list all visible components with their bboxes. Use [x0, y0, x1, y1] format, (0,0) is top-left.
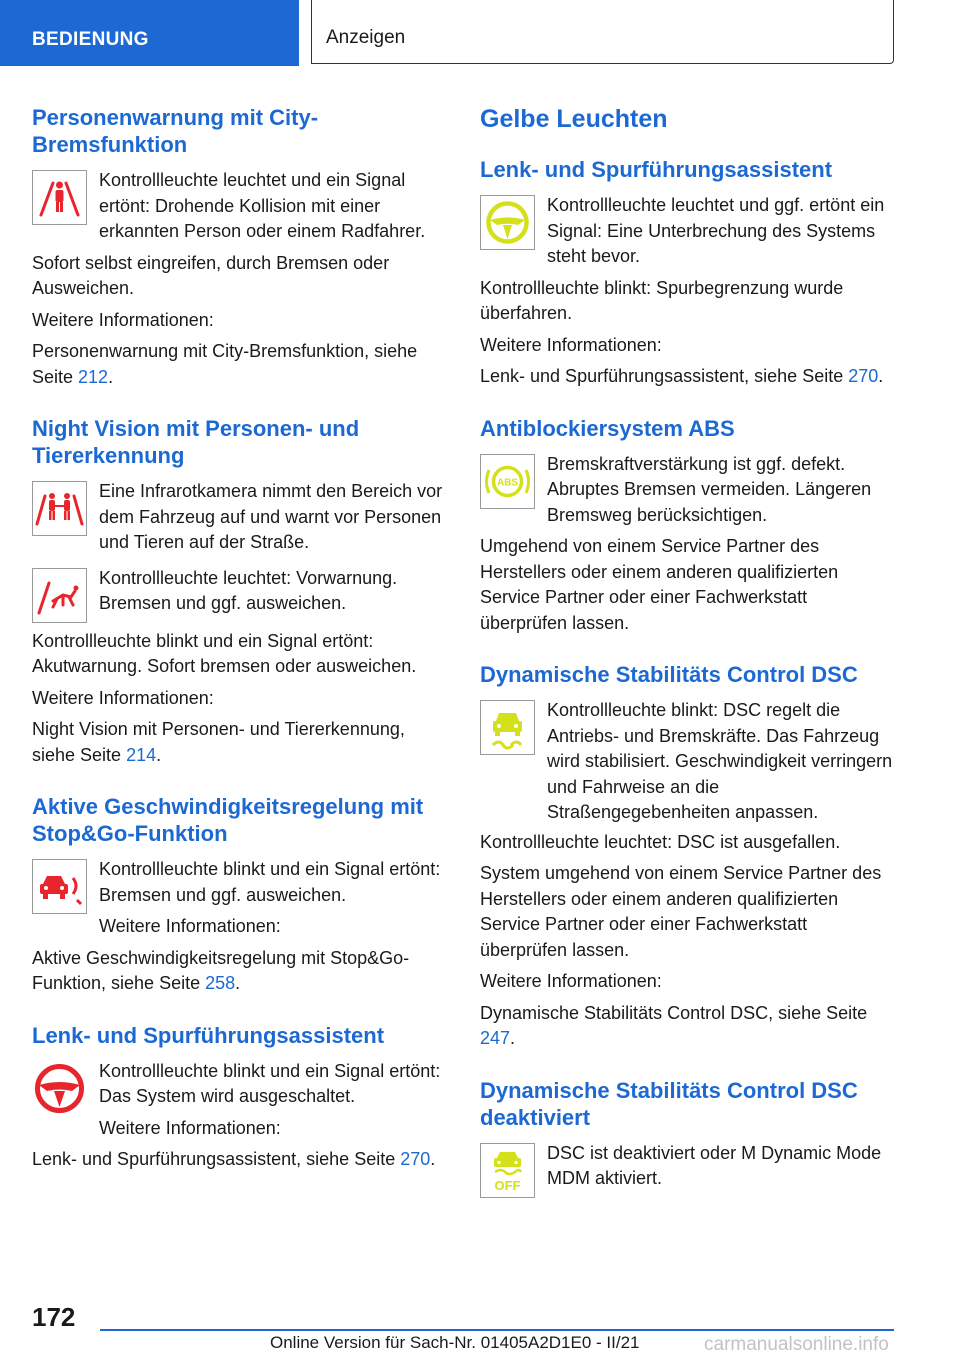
lane-red-ref: Lenk- und Spurführungsassistent, siehe Seite 270.: [32, 1149, 436, 1169]
night-vision-text: Kontrollleuchte blinkt und ein Signal ertönt: Akutwarnung. Sofort bremsen oder ausweichen.: [32, 630, 417, 676]
section-title: BEDIENUNG: [32, 29, 149, 50]
dsc-more: Weitere Informationen:: [480, 971, 662, 991]
steering-wheel-red-icon: [32, 1061, 87, 1116]
heading-dsc-off: Dynamische Stabilitäts Control DSC deaktiviert: [480, 1077, 858, 1130]
dsc-off-icon-text: DSC ist deaktiviert oder M Dynamic Mode MDM aktiviert.: [547, 1142, 882, 1188]
page-link-247[interactable]: 247: [480, 1028, 511, 1048]
left-column: [32, 104, 450, 1173]
personenwarnung-indicator: [32, 168, 450, 245]
page-link-258[interactable]: 258: [205, 973, 236, 993]
abs-text: Umgehend von einem Service Partner des Herstellers oder einem anderen qualifizierten Service Partner oder einer Fachwerkstatt überprüfen lassen.: [480, 536, 839, 633]
acc-more: Weitere Informationen:: [99, 916, 281, 936]
page-number: 172: [32, 1302, 76, 1332]
page-link-270[interactable]: 270: [400, 1149, 431, 1169]
dsc-text-1: Kontrollleuchte leuchtet: DSC ist ausgefallen.: [480, 831, 841, 852]
night-vision-indicator: [32, 479, 450, 556]
lane-yellow-ref: Lenk- und Spurführungsassistent, siehe Seite 270.: [480, 366, 884, 386]
night-vision-ref: Night Vision mit Personen- und Tiererkennung, siehe Seite 214.: [32, 719, 405, 765]
personenwarnung-icon-text: Kontrollleuchte leuchtet und ein Signal ertönt: Drohende Kollision mit einer erkannten Person oder einem Radfahrer.: [99, 170, 426, 241]
watermark: carmanualsonline.info: [704, 1334, 889, 1355]
heading-night-vision: Night Vision mit Personen- und Tiererkennung: [32, 416, 360, 468]
personenwarnung-text: Sofort selbst eingreifen, durch Bremsen oder Ausweichen.: [32, 252, 390, 298]
right-column: [480, 104, 898, 1198]
lane-red-indicator: [32, 1059, 450, 1142]
night-vision-prewarning: [32, 566, 450, 623]
dsc-off-indicator: [480, 1141, 898, 1198]
footer-rule: [100, 1329, 894, 1331]
pedestrian-warning-icon: [32, 170, 87, 225]
dsc-off-icon: [480, 1143, 535, 1198]
dsc-icon-text-start: Kontrollleuchte blinkt: DSC regelt die Antriebs- und Bremskräfte. Das Fahrzeug wird stabilisiert. Geschwindigkeit verringern und Fahrweise an die Straßengegebenheiten anpassen.: [547, 700, 893, 822]
lane-yellow-icon-text: Kontrollleuchte leuchtet und ggf. ertönt ein Signal: Eine Unterbrechung des Systems steht bevor.: [547, 195, 885, 266]
lane-red-more: Weitere Informationen:: [99, 1117, 281, 1138]
page-link-270-right[interactable]: 270: [848, 366, 879, 386]
lane-yellow-more: Weitere Informationen:: [480, 334, 662, 355]
heading-lane-yellow: Lenk- und Spurführungsassistent: [480, 157, 833, 182]
dsc-indicator: [480, 698, 898, 826]
night-vision-icon1-text: Eine Infrarotkamera nimmt den Bereich vor dem Fahrzeug auf und warnt vor Personen und Tieren auf der Straße.: [99, 481, 443, 552]
page-link-214[interactable]: 214: [126, 744, 157, 765]
lane-yellow-text: Kontrollleuchte blinkt: Spurbegrenzung wurde überfahren.: [480, 277, 844, 323]
lane-red-icon-text: Kontrollleuchte blinkt und ein Signal ertönt: Das System wird ausgeschaltet.: [99, 1060, 441, 1106]
heading-gelbe-leuchten: Gelbe Leuchten: [480, 105, 668, 133]
page-link-212[interactable]: 212: [78, 366, 109, 387]
heading-personenwarnung: Personenwarnung mit City-Bremsfunktion: [32, 105, 319, 157]
heading-abs: Antiblockiersystem ABS: [480, 415, 735, 441]
night-vision-more: Weitere Informationen:: [32, 687, 214, 708]
dsc-text-2: System umgehend von einem Service Partner des Herstellers oder einem anderen qualifizierten Service Partner oder einer Fachwerkstatt überprüfen lassen.: [480, 863, 882, 960]
lane-yellow-indicator: [480, 193, 898, 270]
chapter-tab: [311, 0, 894, 64]
footer-text: Online Version für Sach-Nr. 01405A2D1E0 - II/21: [270, 1333, 640, 1352]
heading-lane-red: Lenk- und Spurführungsassistent: [32, 1022, 385, 1048]
night-vision-icon2-text: Kontrollleuchte leuchtet: Vorwarnung. Bremsen und ggf. ausweichen.: [99, 567, 398, 613]
person-animal-warning-icon: [32, 481, 87, 536]
skidding-car-icon: [480, 700, 535, 755]
acc-icon-text: Kontrollleuchte blinkt und ein Signal ertönt: Bremsen und ggf. ausweichen.: [99, 859, 441, 905]
animal-warning-icon: [32, 568, 87, 623]
collision-warning-icon: [32, 859, 87, 914]
heading-dsc: Dynamische Stabilitäts Control DSC: [480, 662, 858, 687]
abs-indicator: [480, 452, 898, 529]
chapter-title: Anzeigen: [326, 27, 406, 48]
personenwarnung-ref: Personenwarnung mit City-Bremsfunktion, siehe Seite 212.: [32, 341, 418, 387]
steering-wheel-yellow-icon: [480, 195, 535, 250]
abs-icon: [480, 454, 535, 509]
abs-icon-label: ABS: [496, 477, 519, 488]
dsc-off-icon-label: OFF: [494, 1177, 521, 1193]
personenwarnung-more: Weitere Informationen:: [32, 309, 214, 330]
abs-icon-text: Bremskraftverstärkung ist ggf. defekt. Abruptes Bremsen vermeiden. Längeren Bremsweg berücksichtigen.: [547, 453, 872, 525]
acc-indicator: [32, 857, 450, 940]
dsc-ref: Dynamische Stabilitäts Control DSC, siehe Seite 247.: [480, 1002, 868, 1048]
heading-acc: Aktive Geschwindigkeitsregelung mit Stop&Go-Funktion: [32, 794, 424, 846]
section-tab: [0, 0, 299, 66]
acc-ref: Aktive Geschwindigkeitsregelung mit Stop&Go-Funktion, siehe Seite 258.: [32, 947, 410, 993]
